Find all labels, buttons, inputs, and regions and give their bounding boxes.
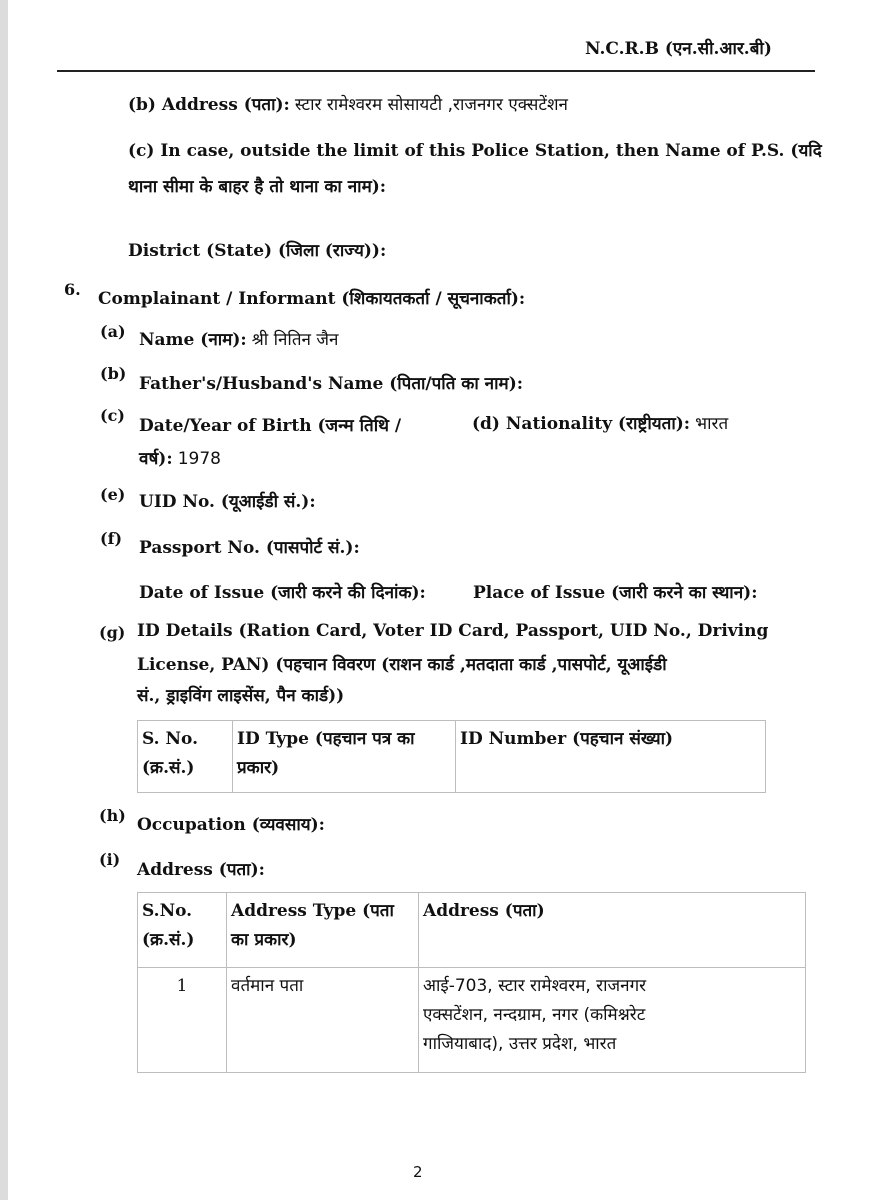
item-marker-i: (i) — [99, 850, 121, 869]
page-edge — [0, 0, 8, 1200]
name-label: Name (नाम): — [139, 330, 247, 350]
table-header-row — [138, 721, 766, 793]
header-title: N.C.R.B (एन.सी.आर.बी) — [585, 39, 772, 59]
uid-label: UID No. (यूआईडी सं.): — [139, 492, 316, 512]
nationality-label: (d) Nationality (राष्ट्रीयता): — [472, 414, 691, 434]
dob-label-line1: Date/Year of Birth (जन्म तिथि / — [139, 416, 402, 436]
address-table — [137, 892, 806, 1073]
outside-ps-line1: (c) In case, outside the limit of this Police Station, then Name of P.S. (यदि — [128, 141, 822, 161]
passport-label: Passport No. (पासपोर्ट सं.): — [139, 538, 360, 558]
id-details-table — [137, 720, 766, 793]
item-marker-a: (a) — [100, 322, 126, 341]
table-cell-sno: 1 — [138, 968, 227, 1073]
name-value: श्री नितिन जैन — [251, 330, 339, 350]
dob-label-line2: वर्ष): — [139, 449, 173, 469]
place-of-issue-label: Place of Issue (जारी करने का स्थान): — [473, 583, 758, 603]
name-row — [139, 327, 338, 350]
item-marker-c: (c) — [100, 406, 125, 425]
outside-ps-line2: थाना सीमा के बाहर है तो थाना का नाम): — [128, 177, 387, 197]
table-header-cell: Address Type (पता का प्रकार) — [227, 893, 419, 968]
table-row — [138, 968, 806, 1073]
nationality-row — [472, 411, 728, 434]
item-marker-g: (g) — [99, 623, 126, 642]
header-rule — [57, 70, 815, 72]
address-label: (b) Address (पता): — [128, 95, 290, 115]
date-of-issue-label: Date of Issue (जारी करने की दिनांक): — [139, 583, 426, 603]
table-header-cell: ID Type (पहचान पत्र का प्रकार) — [233, 721, 456, 793]
nationality-value: भारत — [695, 414, 729, 434]
complainant-address-label: Address (पता): — [137, 860, 265, 880]
section-number: 6. — [64, 280, 81, 299]
id-details-line1: ID Details (Ration Card, Voter ID Card, Passport, UID No., Driving — [137, 621, 769, 641]
table-header-cell: Address (पता) — [419, 893, 806, 968]
table-header-row — [138, 893, 806, 968]
page-number: 2 — [413, 1163, 423, 1181]
dob-value: 1978 — [177, 449, 221, 469]
dob-row — [139, 446, 221, 469]
table-header-cell: ID Number (पहचान संख्या) — [456, 721, 766, 793]
table-header-cell: S. No. (क्र.सं.) — [138, 721, 233, 793]
item-marker-h: (h) — [99, 806, 126, 825]
item-marker-f: (f) — [100, 529, 123, 548]
district-label: District (State) (जिला (राज्य)): — [128, 241, 387, 261]
item-marker-b: (b) — [100, 364, 127, 383]
table-cell-address-type: वर्तमान पता — [227, 968, 419, 1073]
father-husband-name-label: Father's/Husband's Name (पिता/पति का नाम): — [139, 374, 524, 394]
address-value: स्टार रामेश्वरम सोसायटी ,राजनगर एक्सटेंशन — [294, 95, 568, 115]
occupation-label: Occupation (व्यवसाय): — [137, 815, 325, 835]
table-header-cell: S.No. (क्र.सं.) — [138, 893, 227, 968]
table-cell-address: आई-703, स्टार रामेश्वरम, राजनगर एक्सटेंशन, नन्दग्राम, नगर (कमिश्नरेट गाजियाबाद), उत्तर प्रदेश, भारत — [419, 968, 806, 1073]
address-row — [128, 92, 568, 115]
id-details-line3: सं., ड्राइविंग लाइसेंस, पैन कार्ड)) — [137, 686, 345, 706]
section-title: Complainant / Informant (शिकायतकर्ता / सूचनाकर्ता): — [98, 289, 526, 309]
id-details-line2: License, PAN) (पहचान विवरण (राशन कार्ड ,मतदाता कार्ड ,पासपोर्ट, यूआईडी — [137, 655, 667, 675]
item-marker-e: (e) — [100, 485, 126, 504]
